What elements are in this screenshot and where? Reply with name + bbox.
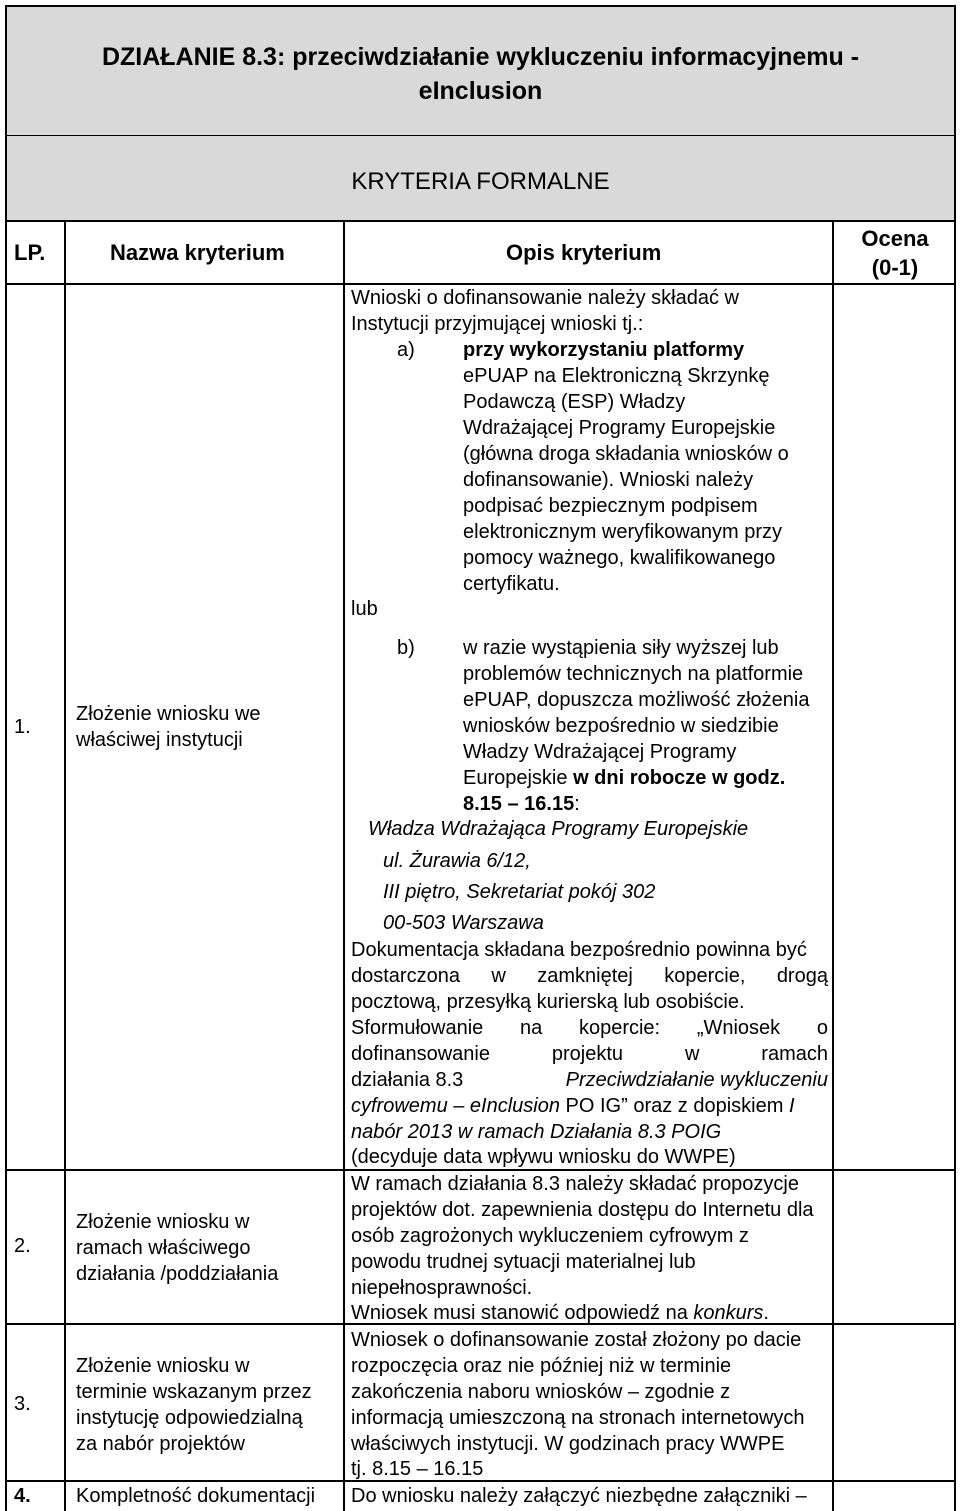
word: o [816,1017,828,1039]
header-top-rule [5,220,956,222]
word: dostarczona [351,965,460,987]
row1-option-b-marker: b) [397,637,415,659]
row3-desc-line: tj. 8.15 – 16.15 [351,1458,484,1480]
word: ramach [761,1043,828,1065]
row3-name-line: terminie wskazanym przez [76,1381,312,1403]
word: projektu [551,1043,624,1065]
word: w [491,965,506,987]
envelope-program-text: PO IG” oraz z dopiskiem [559,1095,789,1117]
row2-name-line: ramach właściwego [76,1237,251,1259]
row1-option-b-line: w razie wystąpienia siły wyższej lub [463,637,779,659]
row1-option-b-bold-text: w dni robocze w godz. [573,767,786,789]
row1-intro-line: Instytucji przyjmującej wnioski tj.: [351,313,644,335]
row3-name-line: za nabór projektów [76,1433,245,1455]
envelope-action-italic: Przeciwdziałanie wykluczeniu [565,1069,828,1091]
row1-option-b-line: wniosków bezpośrednio w siedzibie [463,715,779,737]
row1-option-b-line: Władzy Wdrażającej Programy [463,741,737,763]
envelope-program-italic: cyfrowemu – eInclusion [351,1095,560,1117]
word: w [684,1043,700,1065]
row1-option-a-line: pomocy ważnego, kwalifikowanego [463,547,776,569]
row1-option-a-line: (główna droga składania wniosków o [463,443,789,465]
row1-option-b-hours-text: 8.15 – 16.15 [463,793,575,815]
header-lp: LP. [14,240,46,265]
word: zamkniętej [537,965,633,987]
row1-option-b-hours [463,791,580,817]
row4-desc-line: Do wniosku należy załączyć niezbędne załączniki – [351,1485,807,1507]
title-band [5,5,956,137]
row1-option-a-line: podpisać bezpiecznym podpisem [463,495,758,517]
row1-delivery-line [351,963,828,989]
word: drogą [776,965,828,987]
row1-envelope-line: (decyduje data wpływu wniosku do WWPE) [351,1146,736,1168]
row2-desc-text: Wniosek musi stanowić odpowiedź na [351,1302,694,1324]
header-score-range: (0-1) [871,255,919,280]
row2-desc-end: . [763,1302,769,1324]
column-divider-name [343,220,345,1511]
column-divider-lp [64,220,66,1511]
row1-option-a-line: Wdrażającej Programy Europejskie [463,417,776,439]
row2-desc-italic: konkurs [693,1302,764,1324]
row3-name-line: Złożenie wniosku w [76,1355,250,1377]
row1-address-line: Władza Wdrażająca Programy Europejskie [368,818,749,840]
page-title-line1: DZIAŁANIE 8.3: przeciwdziałanie wykluczeniu informacyjnemu - [101,43,860,71]
row3-name-line: instytucję odpowiedzialną [76,1407,303,1429]
row1-address-line: ul. Żurawia 6/12, [383,850,531,872]
row3-desc-line: Wniosek o dofinansowanie został złożony po dacie [351,1329,802,1351]
section-heading: KRYTERIA FORMALNE [351,168,610,195]
row1-option-a-line: elektronicznym weryfikowanym przy [463,521,782,543]
word: „Wniosek [696,1017,781,1039]
row2-name-line: Złożenie wniosku w [76,1211,250,1233]
word: kopercie: [578,1017,661,1039]
row2-desc-line: powodu trudnej sytuacji materialnej lub [351,1251,696,1273]
row1-or-label: lub [351,598,378,620]
row2-name-line: działania /poddziałania [76,1263,279,1285]
word: kopercie, [664,965,746,987]
row1-option-b-line: problemów technicznych na platformie [463,663,804,685]
row1-name-line: właściwej instytucji [76,729,243,751]
row3-desc-line: zakończenia naboru wniosków – zgodnie z [351,1381,731,1403]
row1-envelope-line [351,1093,795,1119]
row3-desc-line: właściwych instytucji. W godzinach pracy WWPE [351,1433,785,1455]
row3-desc-line: rozpoczęcia oraz nie później niż w terminie [351,1355,732,1377]
row1-delivery-line: pocztową, przesyłką kurierską lub osobiście. [351,991,745,1013]
envelope-action-text: działania 8.3 [351,1069,464,1091]
word: Sformułowanie [351,1017,484,1039]
word: dofinansowanie [351,1043,490,1065]
row1-option-a-line: certyfikatu. [463,573,560,595]
header-score: Ocena [861,226,929,251]
row1-envelope-line [351,1015,828,1041]
row1-delivery-line: Dokumentacja składana bezpośrednio powinna być [351,939,807,961]
row1-option-a-line: dofinansowanie). Wnioski należy [463,469,754,491]
word: na [520,1017,543,1039]
row2-desc-line: W ramach działania 8.3 należy składać propozycje [351,1173,799,1195]
row1-option-b-line: ePUAP, dopuszcza możliwość złożenia [463,689,810,711]
row1-name-line: Złożenie wniosku we [76,703,261,725]
row1-address-line: III piętro, Sekretariat pokój 302 [383,881,656,903]
row1-option-b-line [463,765,785,791]
row2-desc-line: projektów dot. zapewnienia dostępu do Internetu dla [351,1199,814,1221]
row1-envelope-line [351,1041,828,1067]
row2-number: 2. [14,1235,31,1257]
row3-desc-line: informacją umieszczoną na stronach internetowych [351,1407,805,1429]
row2-desc-line: niepełnosprawności. [351,1277,533,1299]
row3-number: 3. [14,1393,31,1415]
row1-option-b-hours-colon: : [574,793,580,815]
row1-address-line: 00-503 Warszawa [383,912,544,934]
row1-option-a-line: Podawczą (ESP) Władzy [463,391,686,413]
envelope-program-tail: I [788,1095,795,1117]
header-description: Opis kryterium [506,240,662,265]
row1-option-b-text: Europejskie [463,767,574,789]
row4-name-line: Kompletność dokumentacji [76,1485,316,1507]
column-divider-desc [832,220,834,1511]
page-title-line2: eInclusion [418,77,543,105]
row1-envelope-line: nabór 2013 w ramach Działania 8.3 POIG [351,1121,722,1143]
section-heading-band [5,136,956,221]
row1-intro-line: Wnioski o dofinansowanie należy składać w [351,287,739,309]
row1-option-a-line: ePUAP na Elektroniczną Skrzynkę [463,365,770,387]
row1-envelope-line [351,1067,828,1093]
row1-option-a-marker: a) [397,339,415,361]
row2-desc-line [351,1300,769,1326]
row4-number: 4. [14,1485,31,1507]
row2-desc-line: osób zagrożonych wykluczeniem cyfrowym z [351,1225,749,1247]
row1-number: 1. [14,716,31,738]
header-name: Nazwa kryterium [110,240,285,265]
row1-option-a-line: przy wykorzystaniu platformy [463,339,745,361]
